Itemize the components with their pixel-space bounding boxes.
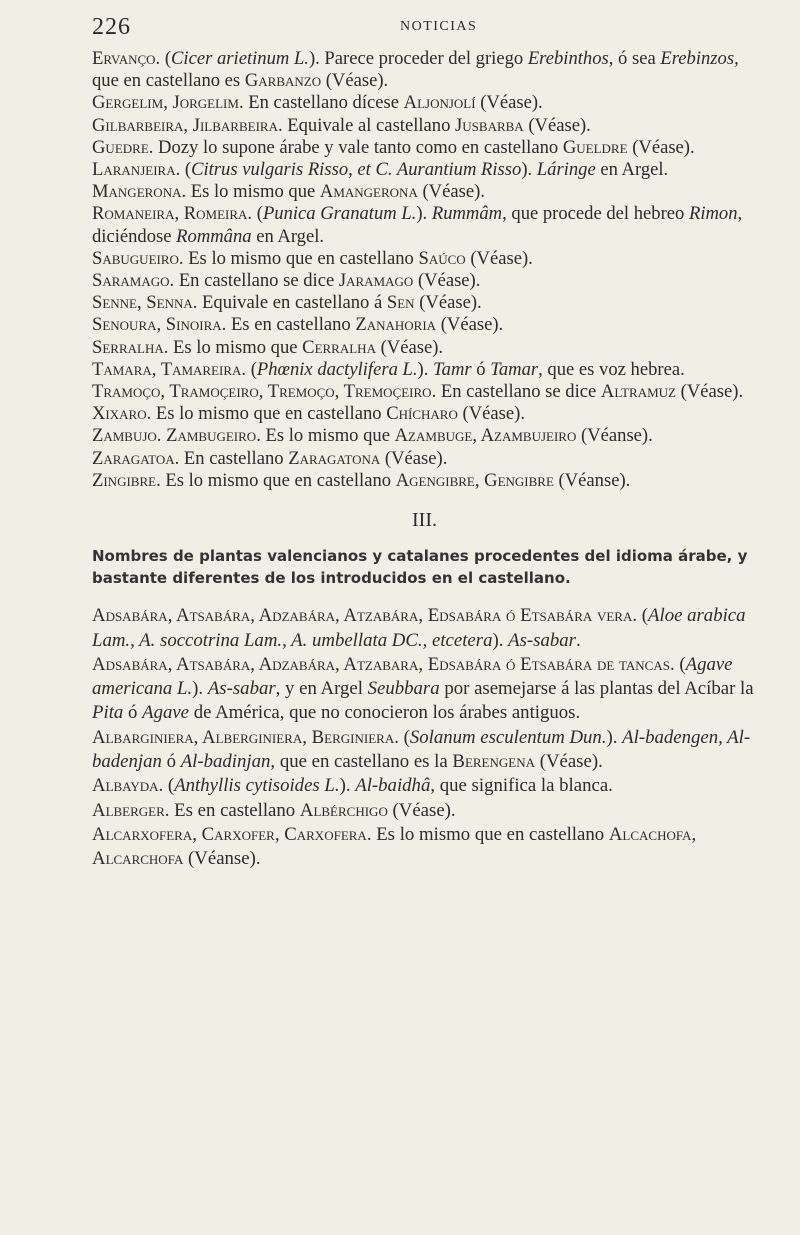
headword: Sabugueiro. xyxy=(92,247,184,269)
headword: Amangerona xyxy=(319,181,418,203)
entry-text: , diciéndose xyxy=(92,203,743,247)
headword: Gueldre xyxy=(562,136,628,158)
entry-text: , que en castellano es la xyxy=(270,751,453,773)
headword: Serralha. xyxy=(92,336,169,358)
dictionary-entry xyxy=(92,799,757,823)
entry-text: (Véanse). xyxy=(183,848,261,870)
page-number: 226 xyxy=(92,14,131,40)
entry-text: Es en castellano xyxy=(226,314,356,336)
italic-term: Erebinthos xyxy=(527,48,609,69)
entry-text: (Véase). xyxy=(676,381,744,403)
italic-term: Seubbara xyxy=(367,678,440,700)
dictionary-entry xyxy=(92,92,757,114)
entry-text: Es lo mismo que en castellano xyxy=(371,823,609,845)
entry-text: (Véase). xyxy=(436,314,504,336)
italic-term: Al-badinjan xyxy=(180,751,271,773)
dictionary-entry xyxy=(92,137,757,159)
entry-text: (Véase). xyxy=(475,92,543,114)
italic-term: Aloe arabica Lam., A. soccotrina Lam., A. umbellata DC., etcetera xyxy=(92,605,746,651)
italic-term: As-sabar xyxy=(207,678,276,700)
entry-text: (Véase). xyxy=(535,751,603,773)
italic-term: Rimon xyxy=(688,203,738,225)
italic-term: Pita xyxy=(92,702,124,724)
entry-text: , ó sea xyxy=(608,48,661,69)
entry-text: Es lo mismo que xyxy=(168,336,303,358)
entry-text: ). xyxy=(606,726,623,748)
dictionary-entry xyxy=(92,381,757,403)
italic-term: Láringe xyxy=(536,159,596,181)
headword: Berengena xyxy=(452,751,535,773)
italic-term: Rommâna xyxy=(176,225,252,247)
italic-term: Punica Granatum L. xyxy=(262,203,417,225)
headword: Tamara, Tamareira. xyxy=(92,358,247,380)
entry-text: (Véase). xyxy=(380,447,448,469)
entry-text: , y en Argel xyxy=(275,678,368,700)
running-head: NOTICIAS xyxy=(400,19,478,34)
entry-text: , que en castellano es xyxy=(92,48,739,92)
headword: Zaragatona xyxy=(288,447,381,469)
italic-term: Anthyllis cytisoides L. xyxy=(174,775,340,797)
headword: Zambujo. Zambugeiro. xyxy=(92,425,261,447)
entry-text: ( xyxy=(637,605,648,627)
headword: Romaneira, Romeira. xyxy=(92,203,253,225)
dictionary-entry xyxy=(92,314,757,336)
entry-text: (Véase). xyxy=(375,336,444,358)
headword: Garbanzo xyxy=(244,70,322,92)
headword: Saramago. xyxy=(92,270,175,292)
entry-text: Es lo mismo que en castellano xyxy=(160,469,396,491)
headword: Alcarxofera, Carxofer, Carxofera. xyxy=(92,823,372,845)
entry-text: (Véase). xyxy=(413,270,481,292)
italic-term: Agave xyxy=(142,702,190,724)
entry-text: (Véase). xyxy=(417,181,485,203)
italic-term: Rummâm xyxy=(431,203,503,225)
entry-text: ( xyxy=(246,358,257,380)
entry-text: por asemejarse á las plantas del Acíbar la xyxy=(439,678,754,700)
entry-text: (Véanse). xyxy=(553,469,631,491)
headword: Cerralha xyxy=(302,336,376,358)
headword: Zaragatoa. xyxy=(92,447,180,469)
italic-term: Agave americana L. xyxy=(92,653,733,700)
entry-text: ). xyxy=(492,629,509,651)
dictionary-entry xyxy=(92,159,757,181)
entry-text: ( xyxy=(398,726,410,748)
italic-term: Al-baidhâ xyxy=(355,775,431,797)
entry-text: ). xyxy=(416,203,432,225)
headword: Xixaro. xyxy=(92,403,152,425)
entry-text: Dozy lo supone árabe y vale tanto como en castellano xyxy=(153,136,563,158)
headword: Adsabára, Atsabára, Adzabára, Atzabara, Edsabára ó Etsabára de tancas. xyxy=(92,653,675,675)
entry-text: En castellano se dice xyxy=(436,381,601,403)
italic-term: Erebinzos xyxy=(660,48,735,69)
headword: Zanahoria xyxy=(355,314,437,336)
entry-text: Es lo mismo que en castellano xyxy=(151,403,387,425)
headword: Saúco xyxy=(418,247,466,269)
entry-text: ( xyxy=(180,159,192,181)
headword: Altramuz xyxy=(600,381,676,403)
dictionary-entry xyxy=(92,48,757,92)
entry-text: En castellano xyxy=(179,447,289,469)
entry-text: ). Parece proceder del griego xyxy=(308,48,528,69)
entry-text: , que es voz hebrea. xyxy=(538,358,685,380)
section-heading: III. xyxy=(412,509,437,532)
entry-text: (Véase). xyxy=(321,70,389,92)
entry-text: , que significa la blanca. xyxy=(430,775,613,797)
entry-text: Es lo mismo que en castellano xyxy=(183,247,419,269)
headword: Adsabára, Atsabára, Adzabára, Atzabára, Edsabára ó Etsabára vera. xyxy=(92,605,638,627)
entry-text: Es lo mismo que xyxy=(186,181,320,203)
headword: Tramoço, Tramoçeiro, Tremoço, Tremoçeiro. xyxy=(92,381,437,403)
dictionary-entry xyxy=(92,653,757,726)
entry-text: ( xyxy=(160,48,172,69)
dictionary-entry xyxy=(92,726,757,775)
dictionary-entry xyxy=(92,359,757,381)
headword: Zingibre. xyxy=(92,469,161,491)
dictionary-entry xyxy=(92,470,757,492)
headword: Senne, Senna. xyxy=(92,292,198,314)
headword: Chícharo xyxy=(386,403,458,425)
headword: Jaramago xyxy=(338,270,414,292)
page-header xyxy=(92,14,740,40)
headword: Jusbarba xyxy=(455,114,524,136)
headword: Mangerona. xyxy=(92,181,187,203)
italic-term: Tamar xyxy=(490,358,539,380)
dictionary-entry xyxy=(92,203,757,247)
dictionary-entry xyxy=(92,248,757,270)
entry-text: ). xyxy=(417,358,434,380)
entry-text: en Argel. xyxy=(595,159,669,181)
dictionary-entry xyxy=(92,181,757,203)
entry-text: ( xyxy=(252,203,263,225)
entry-text: ó xyxy=(123,702,143,724)
headword: Agengibre, Gengibre xyxy=(395,469,554,491)
headword: Ervanço. xyxy=(92,48,161,69)
headword: Gergelim, Jorgelim. xyxy=(92,92,244,114)
entry-text: , que procede del hebreo xyxy=(502,203,689,225)
entry-text: (Véase). xyxy=(465,247,533,269)
headword: Laranjeira. xyxy=(92,159,181,181)
dictionary-entry xyxy=(92,337,757,359)
entry-text: (Véase). xyxy=(414,292,482,314)
headword: Alberger. xyxy=(92,799,170,821)
dictionary-entry xyxy=(92,823,757,872)
entry-text: En castellano se dice xyxy=(174,270,339,292)
dictionary-entry xyxy=(92,292,757,314)
headword: Albérchigo xyxy=(299,799,388,821)
italic-term: Citrus vulgaris Risso, et C. Aurantium Risso xyxy=(191,159,522,181)
dictionary-entry xyxy=(92,425,757,447)
entry-text: Equivale al castellano xyxy=(282,114,456,136)
headword: Sen xyxy=(386,292,415,314)
page-body xyxy=(92,48,757,872)
entry-text: ). xyxy=(521,159,537,181)
section-intro: Nombres de plantas valencianos y catalanes procedentes del idioma árabe, y bastante diferentes de los introducidos en el castellano. xyxy=(92,547,748,588)
dictionary-entry xyxy=(92,774,757,798)
dictionary-entry xyxy=(92,270,757,292)
headword: Albayda. xyxy=(92,775,164,797)
headword: Azambuge, Azambujeiro xyxy=(394,425,577,447)
entry-text: ( xyxy=(163,775,175,797)
italic-term: Solanum esculentum Dun. xyxy=(409,726,607,748)
italic-term: Cicer arietinum L. xyxy=(171,48,309,69)
italic-term: Tamr xyxy=(433,358,472,380)
entry-text: ( xyxy=(674,653,686,675)
italic-term: Phœnix dactylifera L. xyxy=(256,358,418,380)
entry-text: (Véase). xyxy=(457,403,525,425)
entry-text: (Véase). xyxy=(627,136,695,158)
entry-text: (Véase). xyxy=(387,799,456,821)
italic-term: Al-badengen, Al-badenjan xyxy=(92,726,751,773)
entry-text: Equivale en castellano á xyxy=(197,292,387,314)
headword: Alcachofa, Alcarchofa xyxy=(92,823,697,870)
entry-text: ó xyxy=(161,751,181,773)
italic-term: As-sabar xyxy=(508,629,576,651)
entry-text: de América, que no conocieron los árabes antiguos. xyxy=(189,702,581,724)
entry-text: Es en castellano xyxy=(169,799,300,821)
entry-text: Es lo mismo que xyxy=(260,425,395,447)
entry-text: ). xyxy=(192,678,208,700)
entry-text: (Véanse). xyxy=(576,425,653,447)
entry-text: en Argel. xyxy=(251,225,325,247)
dictionary-entry xyxy=(92,448,757,470)
headword: Albarginiera, Alberginiera, Berginiera. xyxy=(92,726,399,748)
dictionary-entry xyxy=(92,604,757,653)
entry-text: (Véase). xyxy=(523,114,591,136)
entry-text: ). xyxy=(339,775,356,797)
entry-text: ó xyxy=(471,358,491,380)
dictionary-entry xyxy=(92,115,757,137)
headword: Senoura, Sinoira. xyxy=(92,314,227,336)
headword: Aljonjolí xyxy=(403,92,476,114)
entry-text: En castellano dícese xyxy=(243,92,404,114)
headword: Gilbarbeira, Jilbarbeira. xyxy=(92,114,283,136)
headword: Guedre. xyxy=(92,136,154,158)
dictionary-entry xyxy=(92,403,757,425)
entry-text: . xyxy=(575,629,581,651)
